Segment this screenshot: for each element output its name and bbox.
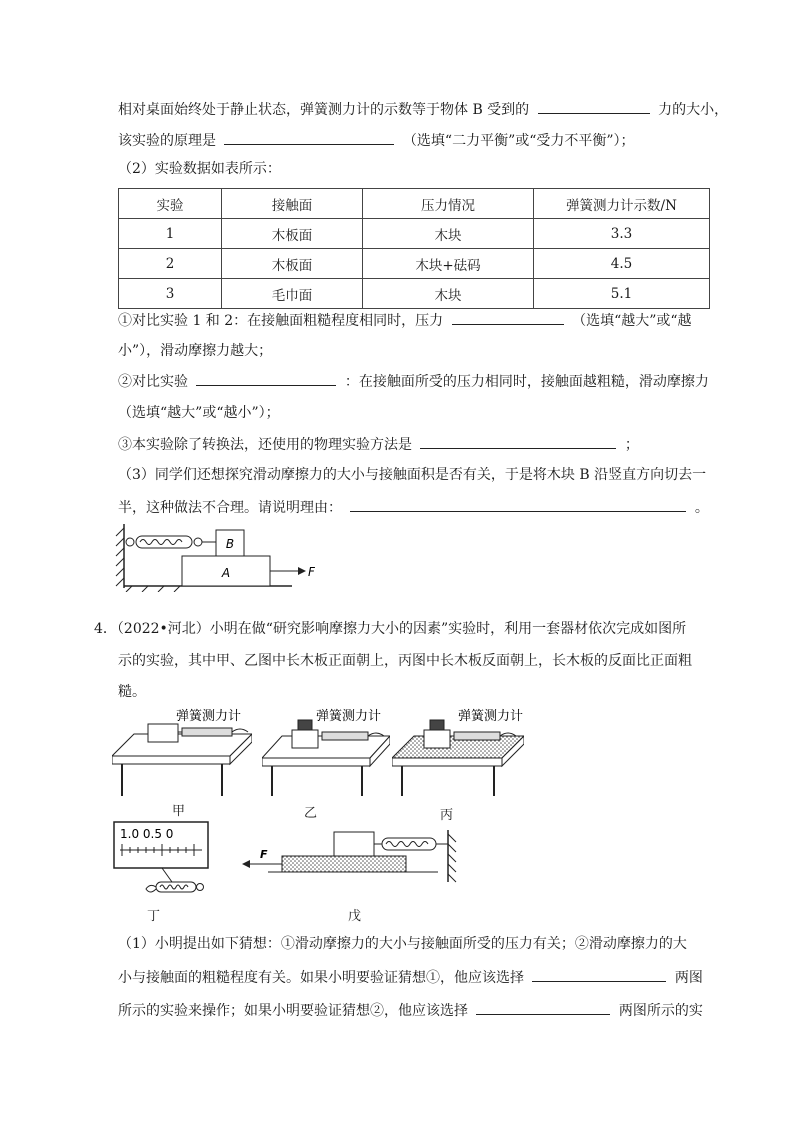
wall-hatch <box>448 834 456 882</box>
floor-hatch <box>126 586 180 592</box>
spring-scale-label: 弹簧测力计 <box>176 709 242 724</box>
table-header-row <box>119 189 710 219</box>
hand-icon <box>232 729 248 732</box>
wood-block <box>424 730 450 748</box>
q3-line2-pre: 该实验的原理是 <box>118 133 216 149</box>
spring-scale-label: 弹簧测力计 <box>316 709 382 724</box>
table-cell: 2 <box>119 249 222 279</box>
q3-line1-post: 力的大小， <box>658 102 729 118</box>
table-cell: 毛巾面 <box>222 279 363 309</box>
table-header: 实验 <box>119 189 222 219</box>
board-front <box>392 758 502 766</box>
q4-line2: 示的实验，其中甲、乙图中长木板正面朝上，丙图中长木板反面朝上，长木板的反面比正面粗 <box>118 653 692 669</box>
table-row <box>119 219 710 249</box>
q4-part1-line3-post: 两图所示的实 <box>618 1003 703 1019</box>
q3-sub3 <box>118 434 639 455</box>
wood-block <box>334 832 374 856</box>
answer-blank-guess2[interactable] <box>476 1000 610 1015</box>
spring-coil-icon <box>160 885 188 889</box>
caption-ding: 丁 <box>147 909 161 924</box>
figure-wu <box>238 828 460 884</box>
q4-line3: 糙。 <box>118 684 146 700</box>
block-b-label: B <box>225 537 235 551</box>
q3-sub1-pre: ①对比实验 1 和 2：在接触面粗糙程度相同时，压力 <box>118 313 444 329</box>
spring-scale <box>454 732 500 740</box>
table-header: 接触面 <box>222 189 363 219</box>
table-row <box>119 249 710 279</box>
table-cell: 木板面 <box>222 219 363 249</box>
q3-sub3-post: ； <box>624 437 639 453</box>
figure-ding <box>112 820 212 902</box>
data-table <box>118 188 710 309</box>
table-cell: 5.1 <box>534 279 710 309</box>
weight-icon <box>430 720 444 730</box>
board-top <box>112 734 252 756</box>
q4-part1-line2-post: 两图 <box>674 970 703 986</box>
q4-part1-line1: （1）小明提出如下猜想：①滑动摩擦力的大小与接触面所受的压力有关；②滑动摩擦力的大 <box>118 936 687 952</box>
force-arrowhead-icon <box>242 860 250 868</box>
table-cell: 1 <box>119 219 222 249</box>
block-a-label: A <box>221 566 231 580</box>
force-label: F <box>308 565 315 579</box>
spring-hook-icon <box>194 538 202 546</box>
spring-hook-icon <box>146 885 156 892</box>
table-cell: 木块+砝码 <box>363 249 534 279</box>
force-label: F <box>260 848 268 861</box>
spring-coil-icon <box>140 540 182 545</box>
rough-board <box>282 856 406 872</box>
spring-ring-icon <box>126 538 134 546</box>
table-cell: 木板面 <box>222 249 363 279</box>
figure-yi <box>262 706 390 796</box>
spring-scale <box>182 728 232 736</box>
wood-block <box>292 730 318 748</box>
answer-blank-guess1[interactable] <box>532 967 666 982</box>
answer-blank-force[interactable] <box>538 99 650 114</box>
q3-line2-post: （选填“二力平衡”或“受力不平衡”）； <box>402 133 635 149</box>
answer-blank-pressure[interactable] <box>452 310 564 325</box>
caption-jia: 甲 <box>172 804 186 819</box>
q3-part3-line1: （3）同学们还想探究滑动摩擦力的大小与接触面积是否有关，于是将木块 B 沿竖直方向切去一 <box>118 467 707 483</box>
q3-sub1-cont: 小”），滑动摩擦力越大； <box>118 343 273 359</box>
q4-part1-line3 <box>118 1000 703 1021</box>
answer-blank-method[interactable] <box>420 434 616 449</box>
q3-part3-post: 。 <box>694 500 709 516</box>
q3-line2 <box>118 130 635 151</box>
weight-icon <box>298 720 312 730</box>
spring-coil-icon <box>386 842 428 847</box>
wood-block <box>148 724 178 742</box>
figure-jia <box>112 706 252 796</box>
q3-sub2-cont: （选填“越大”或“越小”）； <box>118 405 280 421</box>
q4-line1: 4．（2022•河北）小明在做“研究影响摩擦力大小的因素”实验时，利用一套器材依次完成如图所 <box>94 621 687 637</box>
spring-scale <box>322 732 368 740</box>
q3-sub2-pre: ②对比实验 <box>118 374 188 390</box>
board-front <box>262 758 370 766</box>
q3-sub2 <box>118 371 709 392</box>
q3-line1-pre: 相对桌面始终处于静止状态，弹簧测力计的示数等于物体 B 受到的 <box>118 102 530 118</box>
table-cell: 3 <box>119 279 222 309</box>
q3-part2: （2）实验数据如表所示： <box>118 161 281 177</box>
answer-blank-experiments[interactable] <box>196 371 336 386</box>
spring-ring-icon <box>197 884 204 891</box>
caption-wu: 戊 <box>348 909 362 924</box>
zoom-pointer <box>162 868 172 882</box>
table-header: 压力情况 <box>363 189 534 219</box>
q3-part3-line2 <box>118 497 709 518</box>
figure-bing <box>392 706 524 796</box>
answer-blank-reason[interactable] <box>350 497 686 512</box>
q4-part1-line2-pre: 小与接触面的粗糙程度有关。如果小明要验证猜想①，他应该选择 <box>118 970 524 986</box>
answer-blank-principle[interactable] <box>224 130 394 145</box>
spring-scale-label: 弹簧测力计 <box>458 709 524 724</box>
q3-sub1-post: （选填“越大”或“越 <box>572 313 692 329</box>
table-cell: 木块 <box>363 279 534 309</box>
table-row <box>119 279 710 309</box>
q3-part3-pre: 半，这种做法不合理。请说明理由： <box>118 500 342 516</box>
q3-sub2-post: ：在接触面所受的压力相同时，接触面越粗糙，滑动摩擦力 <box>344 374 709 390</box>
scale-reading: 1.0 0.5 0 <box>120 827 174 841</box>
q3-sub1 <box>118 310 692 331</box>
table-header: 弹簧测力计示数/N <box>534 189 710 219</box>
table-cell: 4.5 <box>534 249 710 279</box>
table-cell: 3.3 <box>534 219 710 249</box>
caption-yi: 乙 <box>304 806 318 821</box>
q3-line1 <box>118 99 728 120</box>
force-arrowhead-icon <box>298 567 306 575</box>
table-cell: 木块 <box>363 219 534 249</box>
caption-bing: 丙 <box>440 808 454 823</box>
q3-friction-figure <box>112 520 332 592</box>
board-front <box>112 756 230 764</box>
q4-part1-line3-pre: 所示的实验来操作；如果小明要验证猜想②，他应该选择 <box>118 1003 468 1019</box>
wall-hatch <box>116 528 124 586</box>
q4-part1-line2 <box>118 967 703 988</box>
q3-sub3-pre: ③本实验除了转换法，还使用的物理实验方法是 <box>118 437 412 453</box>
